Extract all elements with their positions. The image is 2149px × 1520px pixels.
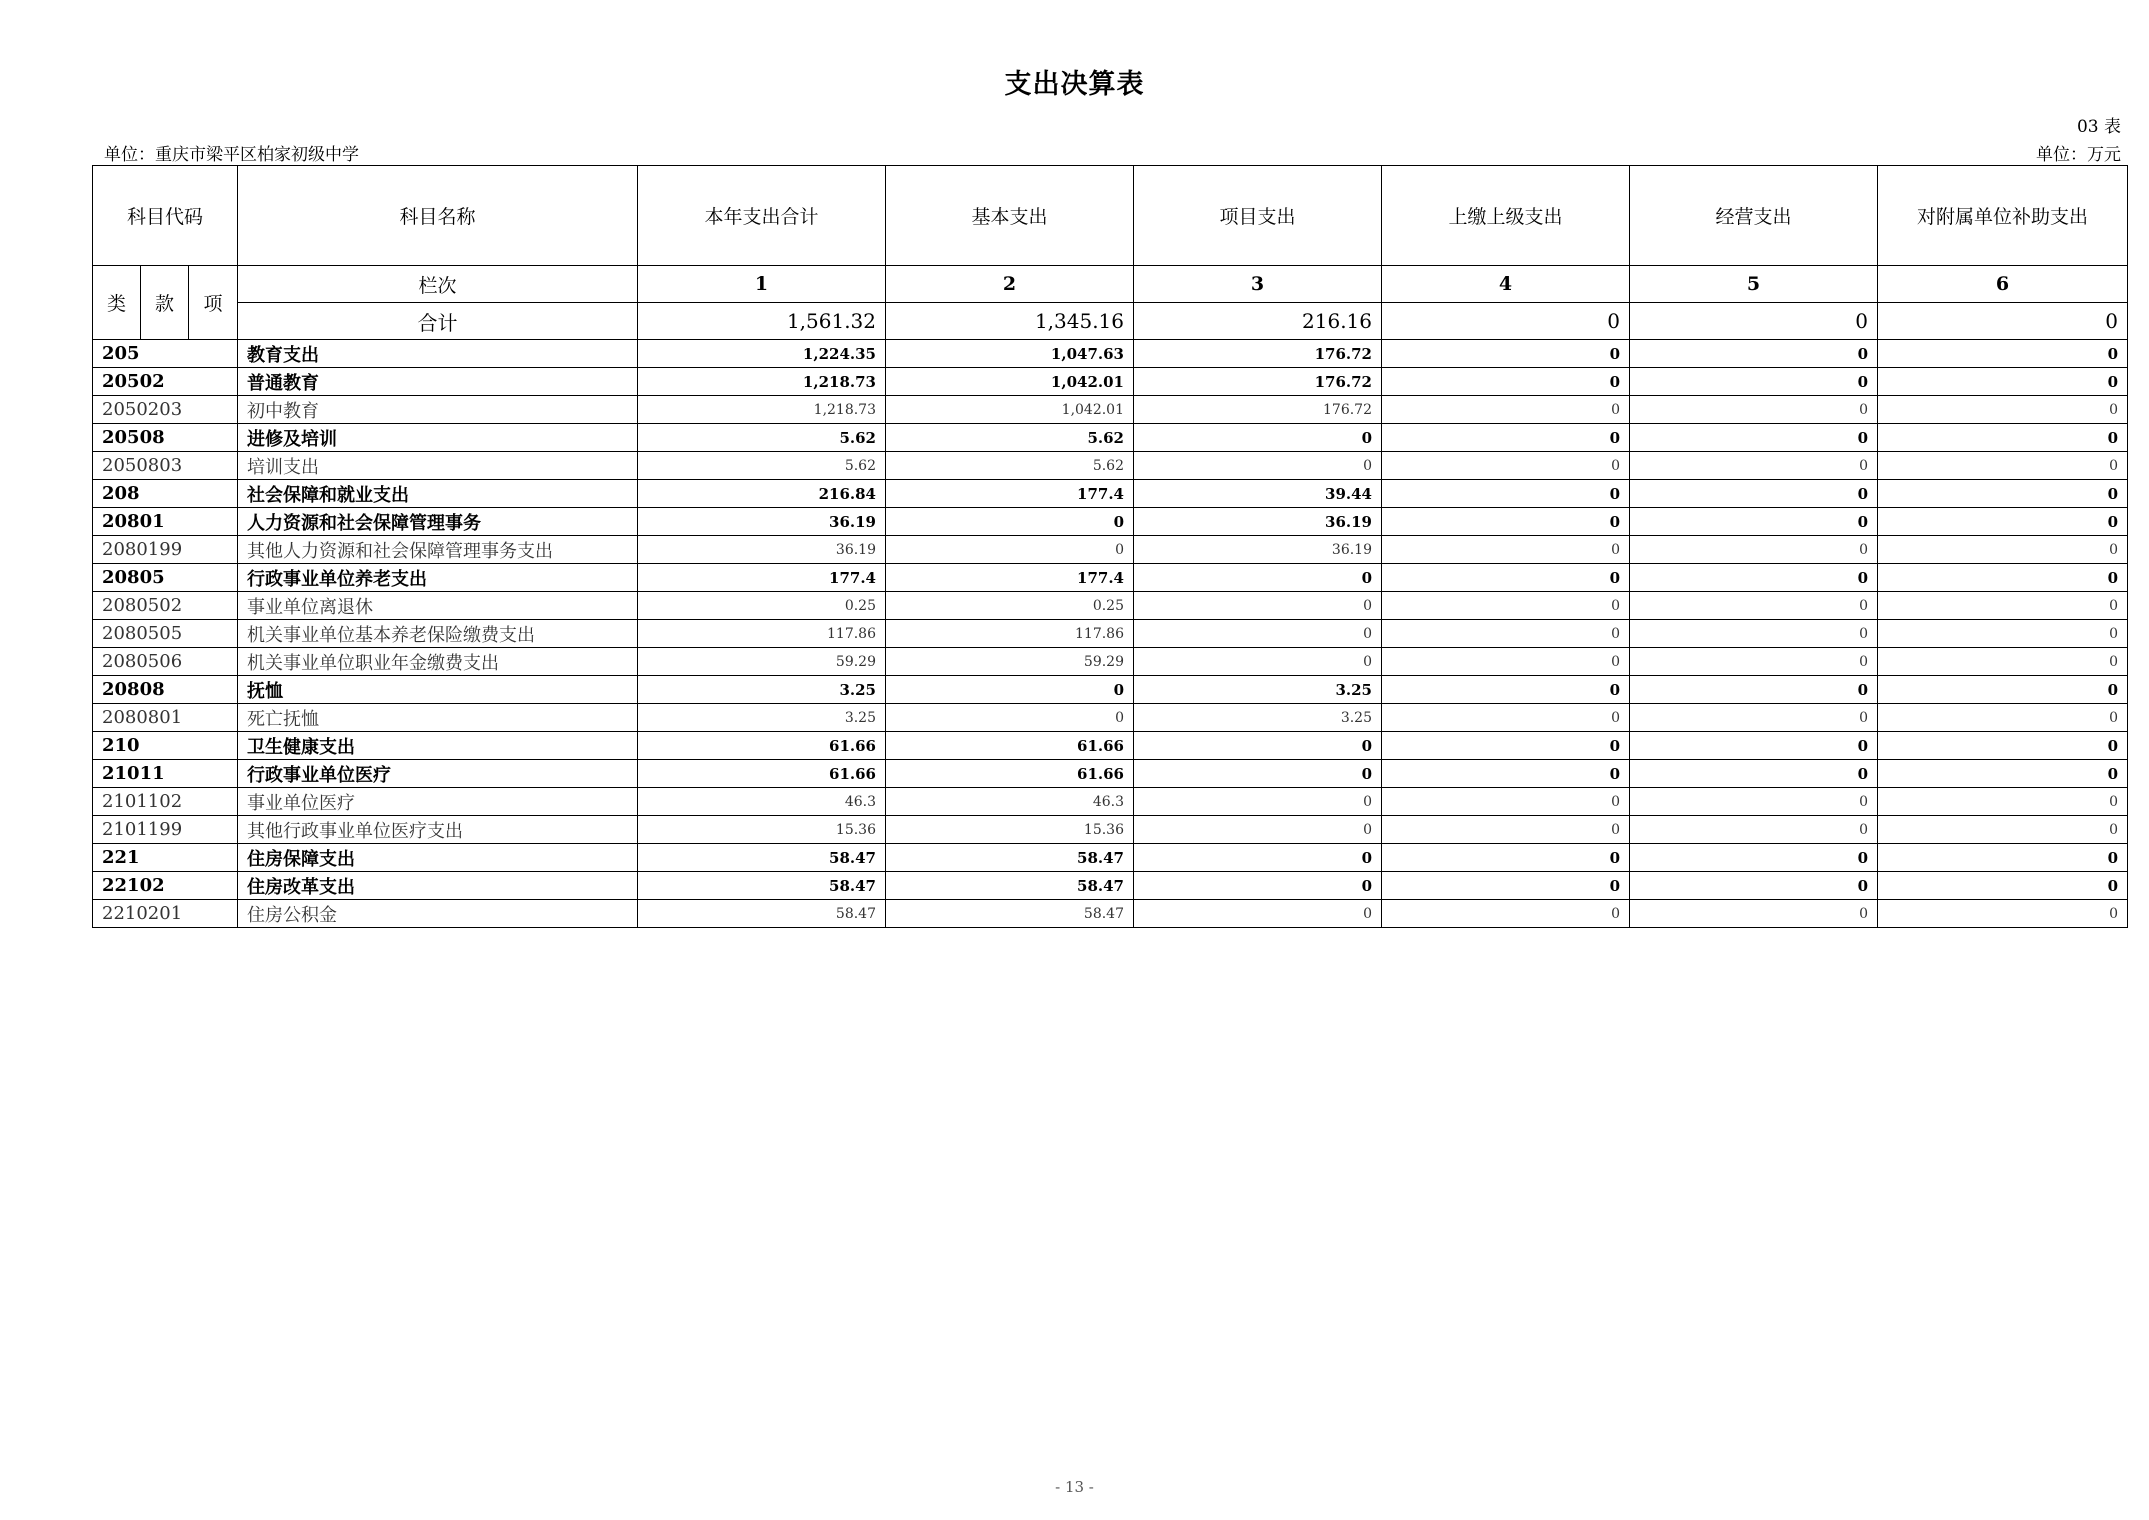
table-row <box>93 816 2128 844</box>
table-row <box>93 452 2128 480</box>
row-value-c1: 61.66 <box>638 760 886 788</box>
row-value-c5: 0 <box>1630 340 1878 368</box>
row-value-c5: 0 <box>1630 508 1878 536</box>
row-value-c4: 0 <box>1382 816 1630 844</box>
row-value-c4: 0 <box>1382 788 1630 816</box>
row-value-c1: 46.3 <box>638 788 886 816</box>
row-value-c1: 216.84 <box>638 480 886 508</box>
row-code: 20502 <box>93 368 238 396</box>
row-value-c1: 36.19 <box>638 508 886 536</box>
row-value-c2: 61.66 <box>886 732 1134 760</box>
row-value-c2: 5.62 <box>886 452 1134 480</box>
row-value-c5: 0 <box>1630 900 1878 928</box>
row-code: 20805 <box>93 564 238 592</box>
row-value-c4: 0 <box>1382 340 1630 368</box>
table-row <box>93 340 2128 368</box>
header-name: 科目名称 <box>238 166 638 266</box>
row-value-c2: 15.36 <box>886 816 1134 844</box>
row-value-c4: 0 <box>1382 368 1630 396</box>
row-value-c2: 59.29 <box>886 648 1134 676</box>
row-value-c3: 0 <box>1134 452 1382 480</box>
row-name: 抚恤 <box>238 676 638 704</box>
row-code: 2080502 <box>93 592 238 620</box>
row-value-c6: 0 <box>1878 564 2128 592</box>
table-row <box>93 564 2128 592</box>
row-name: 进修及培训 <box>238 424 638 452</box>
row-value-c1: 0.25 <box>638 592 886 620</box>
row-value-c6: 0 <box>1878 648 2128 676</box>
row-value-c4: 0 <box>1382 760 1630 788</box>
row-value-c4: 0 <box>1382 396 1630 424</box>
row-value-c1: 58.47 <box>638 844 886 872</box>
row-value-c2: 5.62 <box>886 424 1134 452</box>
index-4: 4 <box>1382 266 1630 303</box>
header-project-expenditure: 项目支出 <box>1134 166 1382 266</box>
row-code: 2050203 <box>93 396 238 424</box>
row-value-c5: 0 <box>1630 424 1878 452</box>
row-code: 20801 <box>93 508 238 536</box>
row-name: 人力资源和社会保障管理事务 <box>238 508 638 536</box>
row-name: 机关事业单位基本养老保险缴费支出 <box>238 620 638 648</box>
row-value-c5: 0 <box>1630 788 1878 816</box>
row-value-c2: 177.4 <box>886 564 1134 592</box>
row-name: 教育支出 <box>238 340 638 368</box>
table-row <box>93 648 2128 676</box>
page-title: 支出决算表 <box>1004 69 1145 100</box>
row-value-c5: 0 <box>1630 564 1878 592</box>
row-name: 普通教育 <box>238 368 638 396</box>
total-c6: 0 <box>1878 303 2128 340</box>
total-c1: 1,561.32 <box>638 303 886 340</box>
header-total-expenditure: 本年支出合计 <box>638 166 886 266</box>
row-code: 205 <box>93 340 238 368</box>
row-value-c6: 0 <box>1878 816 2128 844</box>
row-value-c2: 0 <box>886 508 1134 536</box>
row-value-c2: 46.3 <box>886 788 1134 816</box>
row-value-c5: 0 <box>1630 732 1878 760</box>
column-index-row <box>93 266 2128 303</box>
row-value-c2: 1,042.01 <box>886 396 1134 424</box>
row-value-c4: 0 <box>1382 424 1630 452</box>
row-value-c6: 0 <box>1878 732 2128 760</box>
row-value-c2: 58.47 <box>886 844 1134 872</box>
row-name: 事业单位医疗 <box>238 788 638 816</box>
total-c3: 216.16 <box>1134 303 1382 340</box>
table-row <box>93 704 2128 732</box>
row-code: 2080505 <box>93 620 238 648</box>
table-row <box>93 760 2128 788</box>
row-value-c3: 0 <box>1134 900 1382 928</box>
row-value-c6: 0 <box>1878 900 2128 928</box>
row-value-c6: 0 <box>1878 620 2128 648</box>
table-row <box>93 676 2128 704</box>
row-value-c3: 0 <box>1134 564 1382 592</box>
page-number: - 13 - <box>1055 1478 1094 1496</box>
row-name: 其他行政事业单位医疗支出 <box>238 816 638 844</box>
row-value-c1: 59.29 <box>638 648 886 676</box>
row-value-c5: 0 <box>1630 620 1878 648</box>
row-value-c3: 176.72 <box>1134 368 1382 396</box>
row-value-c4: 0 <box>1382 676 1630 704</box>
row-value-c1: 3.25 <box>638 676 886 704</box>
table-row <box>93 844 2128 872</box>
row-value-c3: 0 <box>1134 424 1382 452</box>
row-value-c5: 0 <box>1630 648 1878 676</box>
row-name: 卫生健康支出 <box>238 732 638 760</box>
row-value-c3: 3.25 <box>1134 676 1382 704</box>
row-value-c4: 0 <box>1382 648 1630 676</box>
row-code: 208 <box>93 480 238 508</box>
row-value-c6: 0 <box>1878 788 2128 816</box>
row-value-c1: 1,224.35 <box>638 340 886 368</box>
row-value-c6: 0 <box>1878 396 2128 424</box>
row-value-c5: 0 <box>1630 480 1878 508</box>
header-lei: 类 <box>93 266 141 340</box>
total-c5: 0 <box>1630 303 1878 340</box>
index-1: 1 <box>638 266 886 303</box>
currency-unit: 单位：万元 <box>2036 145 2121 165</box>
row-value-c6: 0 <box>1878 676 2128 704</box>
header-remit-superior: 上缴上级支出 <box>1382 166 1630 266</box>
row-code: 2101199 <box>93 816 238 844</box>
table-row <box>93 368 2128 396</box>
row-value-c3: 176.72 <box>1134 340 1382 368</box>
row-code: 210 <box>93 732 238 760</box>
header-code: 科目代码 <box>93 166 238 266</box>
row-value-c3: 0 <box>1134 648 1382 676</box>
row-value-c4: 0 <box>1382 564 1630 592</box>
table-row <box>93 536 2128 564</box>
row-value-c5: 0 <box>1630 536 1878 564</box>
row-value-c4: 0 <box>1382 900 1630 928</box>
row-value-c4: 0 <box>1382 844 1630 872</box>
header-kuan: 款 <box>141 266 189 340</box>
row-code: 221 <box>93 844 238 872</box>
row-value-c1: 5.62 <box>638 452 886 480</box>
row-value-c5: 0 <box>1630 816 1878 844</box>
row-value-c1: 1,218.73 <box>638 396 886 424</box>
row-value-c5: 0 <box>1630 704 1878 732</box>
total-c2: 1,345.16 <box>886 303 1134 340</box>
row-code: 2101102 <box>93 788 238 816</box>
row-name: 住房改革支出 <box>238 872 638 900</box>
table-row <box>93 424 2128 452</box>
row-value-c2: 177.4 <box>886 480 1134 508</box>
row-value-c1: 58.47 <box>638 872 886 900</box>
row-value-c1: 61.66 <box>638 732 886 760</box>
row-name: 行政事业单位医疗 <box>238 760 638 788</box>
row-name: 住房保障支出 <box>238 844 638 872</box>
row-value-c6: 0 <box>1878 424 2128 452</box>
row-value-c6: 0 <box>1878 340 2128 368</box>
row-value-c4: 0 <box>1382 872 1630 900</box>
table-row <box>93 620 2128 648</box>
reporting-unit: 单位：重庆市梁平区柏家初级中学 <box>104 145 359 165</box>
row-value-c1: 1,218.73 <box>638 368 886 396</box>
form-number: 03 表 <box>2076 117 2121 137</box>
row-value-c2: 0 <box>886 536 1134 564</box>
row-name: 初中教育 <box>238 396 638 424</box>
row-value-c2: 58.47 <box>886 900 1134 928</box>
row-code: 2210201 <box>93 900 238 928</box>
header-operating-expenditure: 经营支出 <box>1630 166 1878 266</box>
row-code: 2080506 <box>93 648 238 676</box>
row-value-c3: 0 <box>1134 816 1382 844</box>
row-code: 22102 <box>93 872 238 900</box>
index-5: 5 <box>1630 266 1878 303</box>
row-code: 2080801 <box>93 704 238 732</box>
total-label: 合计 <box>238 303 638 340</box>
table-row <box>93 732 2128 760</box>
row-value-c2: 0 <box>886 676 1134 704</box>
row-value-c6: 0 <box>1878 704 2128 732</box>
row-name: 住房公积金 <box>238 900 638 928</box>
index-3: 3 <box>1134 266 1382 303</box>
row-value-c1: 3.25 <box>638 704 886 732</box>
row-value-c6: 0 <box>1878 480 2128 508</box>
row-name: 死亡抚恤 <box>238 704 638 732</box>
row-value-c6: 0 <box>1878 452 2128 480</box>
row-name: 机关事业单位职业年金缴费支出 <box>238 648 638 676</box>
row-value-c5: 0 <box>1630 844 1878 872</box>
row-value-c6: 0 <box>1878 872 2128 900</box>
row-name: 事业单位离退休 <box>238 592 638 620</box>
row-code: 2080199 <box>93 536 238 564</box>
row-value-c5: 0 <box>1630 396 1878 424</box>
row-value-c4: 0 <box>1382 536 1630 564</box>
row-value-c2: 58.47 <box>886 872 1134 900</box>
row-value-c1: 117.86 <box>638 620 886 648</box>
header-lanci: 栏次 <box>238 266 638 303</box>
row-value-c3: 0 <box>1134 844 1382 872</box>
row-value-c4: 0 <box>1382 480 1630 508</box>
row-value-c5: 0 <box>1630 872 1878 900</box>
table-row <box>93 508 2128 536</box>
row-value-c3: 0 <box>1134 620 1382 648</box>
row-value-c4: 0 <box>1382 704 1630 732</box>
row-code: 20508 <box>93 424 238 452</box>
row-value-c4: 0 <box>1382 620 1630 648</box>
row-value-c6: 0 <box>1878 760 2128 788</box>
row-value-c1: 5.62 <box>638 424 886 452</box>
row-code: 2050803 <box>93 452 238 480</box>
row-value-c6: 0 <box>1878 508 2128 536</box>
table-row <box>93 592 2128 620</box>
row-value-c4: 0 <box>1382 508 1630 536</box>
header-xiang: 项 <box>189 266 238 340</box>
row-value-c4: 0 <box>1382 732 1630 760</box>
table-row <box>93 396 2128 424</box>
row-name: 社会保障和就业支出 <box>238 480 638 508</box>
row-value-c3: 3.25 <box>1134 704 1382 732</box>
row-value-c2: 117.86 <box>886 620 1134 648</box>
header-row <box>93 166 2128 266</box>
row-value-c2: 61.66 <box>886 760 1134 788</box>
row-value-c5: 0 <box>1630 676 1878 704</box>
row-value-c5: 0 <box>1630 452 1878 480</box>
row-value-c3: 0 <box>1134 592 1382 620</box>
expenditure-table <box>92 165 2128 928</box>
row-name: 其他人力资源和社会保障管理事务支出 <box>238 536 638 564</box>
row-value-c6: 0 <box>1878 536 2128 564</box>
row-value-c1: 15.36 <box>638 816 886 844</box>
row-value-c3: 0 <box>1134 732 1382 760</box>
row-code: 20808 <box>93 676 238 704</box>
total-row <box>93 303 2128 340</box>
table-row <box>93 900 2128 928</box>
table-row <box>93 788 2128 816</box>
row-value-c4: 0 <box>1382 452 1630 480</box>
row-value-c5: 0 <box>1630 368 1878 396</box>
row-value-c1: 36.19 <box>638 536 886 564</box>
row-value-c2: 1,047.63 <box>886 340 1134 368</box>
row-value-c5: 0 <box>1630 592 1878 620</box>
row-value-c4: 0 <box>1382 592 1630 620</box>
row-value-c1: 58.47 <box>638 900 886 928</box>
table-row <box>93 480 2128 508</box>
row-code: 21011 <box>93 760 238 788</box>
row-value-c6: 0 <box>1878 368 2128 396</box>
row-value-c3: 176.72 <box>1134 396 1382 424</box>
row-value-c5: 0 <box>1630 760 1878 788</box>
row-value-c6: 0 <box>1878 844 2128 872</box>
row-value-c1: 177.4 <box>638 564 886 592</box>
table-row <box>93 872 2128 900</box>
index-2: 2 <box>886 266 1134 303</box>
row-value-c6: 0 <box>1878 592 2128 620</box>
row-value-c2: 1,042.01 <box>886 368 1134 396</box>
row-value-c2: 0 <box>886 704 1134 732</box>
row-value-c3: 0 <box>1134 872 1382 900</box>
index-6: 6 <box>1878 266 2128 303</box>
row-value-c3: 0 <box>1134 760 1382 788</box>
row-value-c3: 39.44 <box>1134 480 1382 508</box>
row-value-c2: 0.25 <box>886 592 1134 620</box>
header-basic-expenditure: 基本支出 <box>886 166 1134 266</box>
row-name: 培训支出 <box>238 452 638 480</box>
row-value-c3: 36.19 <box>1134 508 1382 536</box>
row-value-c3: 36.19 <box>1134 536 1382 564</box>
total-c4: 0 <box>1382 303 1630 340</box>
header-subsidiary-subsidy: 对附属单位补助支出 <box>1878 166 2128 266</box>
row-value-c3: 0 <box>1134 788 1382 816</box>
row-name: 行政事业单位养老支出 <box>238 564 638 592</box>
